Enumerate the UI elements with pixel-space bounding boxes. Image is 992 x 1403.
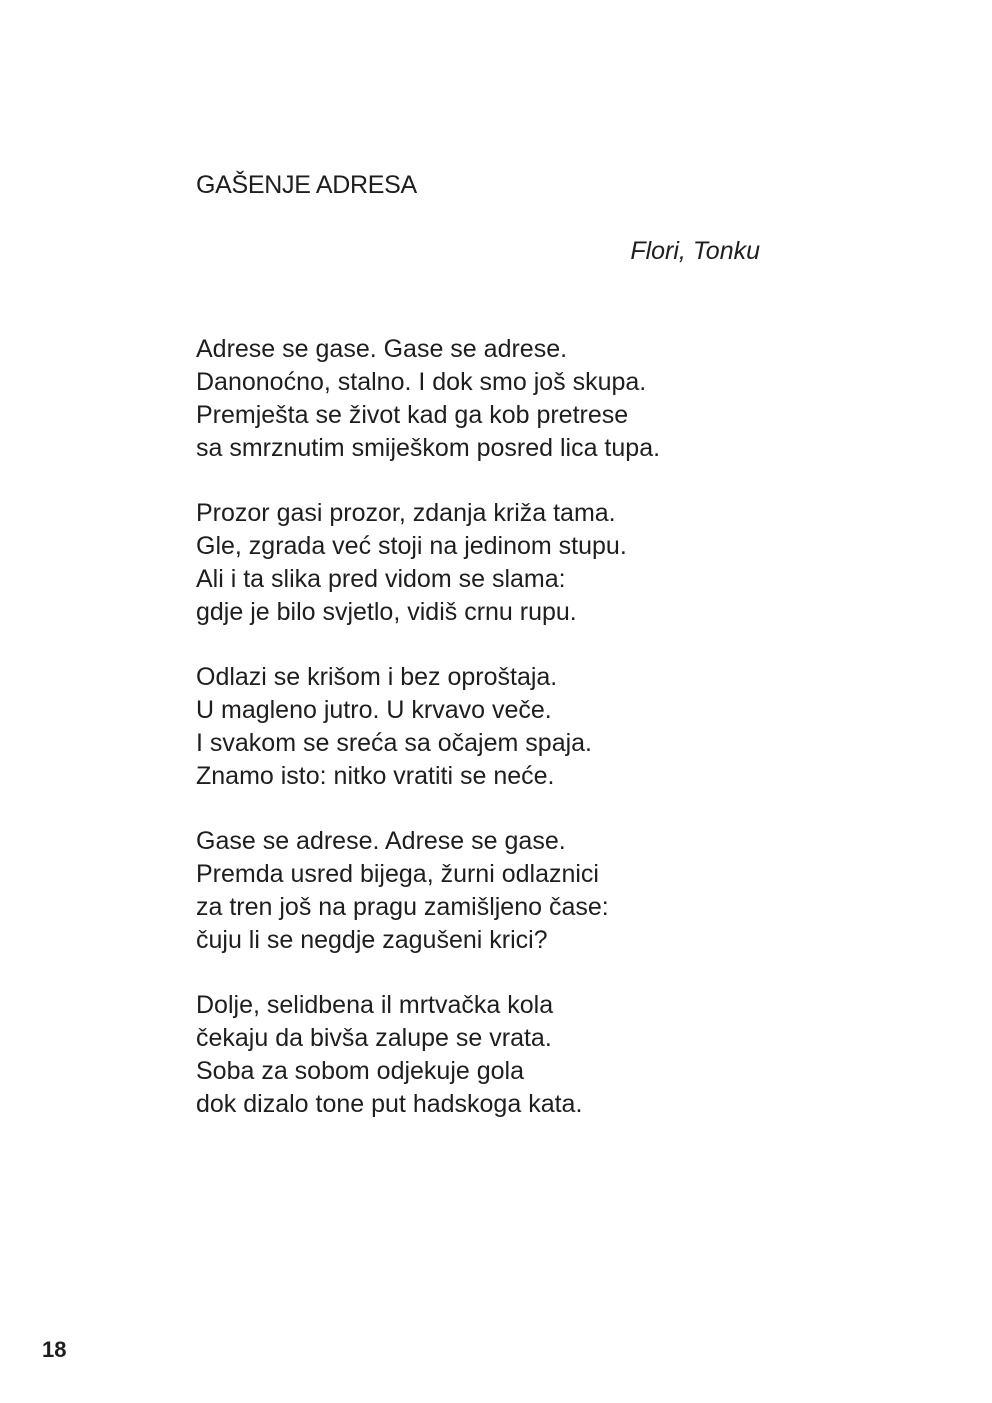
poem-line: dok dizalo tone put hadskoga kata. — [196, 1090, 583, 1118]
poem-line: Gase se adrese. Adrese se gase. — [196, 827, 566, 855]
poem-line: Znamo isto: nitko vratiti se neće. — [196, 762, 555, 790]
poem-line: čekaju da bivša zalupe se vrata. — [196, 1024, 552, 1052]
poem-line: U magleno jutro. U krvavo veče. — [196, 696, 552, 724]
poem-line: Premješta se život kad ga kob pretrese — [196, 401, 629, 429]
poem-line: Danonoćno, stalno. I dok smo još skupa. — [196, 368, 647, 396]
poem-dedication: Flori, Tonku — [630, 237, 760, 265]
poem-line: Ali i ta slika pred vidom se slama: — [196, 565, 566, 593]
page-number: 18 — [42, 1337, 67, 1362]
poem-line: Prozor gasi prozor, zdanja križa tama. — [196, 499, 616, 527]
poem-line: I svakom se sreća sa očajem spaja. — [196, 729, 592, 757]
poem-line: čuju li se negdje zagušeni krici? — [196, 926, 548, 954]
poem-line: Dolje, selidbena il mrtvačka kola — [196, 991, 554, 1019]
poem-line: gdje je bilo svjetlo, vidiš crnu rupu. — [196, 598, 577, 626]
poem-line: Odlazi se krišom i bez oproštaja. — [196, 663, 558, 691]
stanza-2 — [196, 497, 796, 629]
poem-title: GAŠENJE ADRESA — [196, 171, 417, 199]
poem-line: Soba za sobom odjekuje gola — [196, 1057, 525, 1085]
poem-line: za tren još na pragu zamišljeno čase: — [196, 893, 609, 921]
poem-body — [196, 333, 796, 1153]
stanza-3 — [196, 661, 796, 793]
poem-line: sa smrznutim smiješkom posred lica tupa. — [196, 434, 661, 462]
poem-line: Adrese se gase. Gase se adrese. — [196, 335, 568, 363]
poem-line: Premda usred bijega, žurni odlaznici — [196, 860, 599, 888]
poem-line: Gle, zgrada već stoji na jedinom stupu. — [196, 532, 627, 560]
stanza-1 — [196, 333, 796, 465]
stanza-4 — [196, 825, 796, 957]
stanza-5 — [196, 989, 796, 1121]
